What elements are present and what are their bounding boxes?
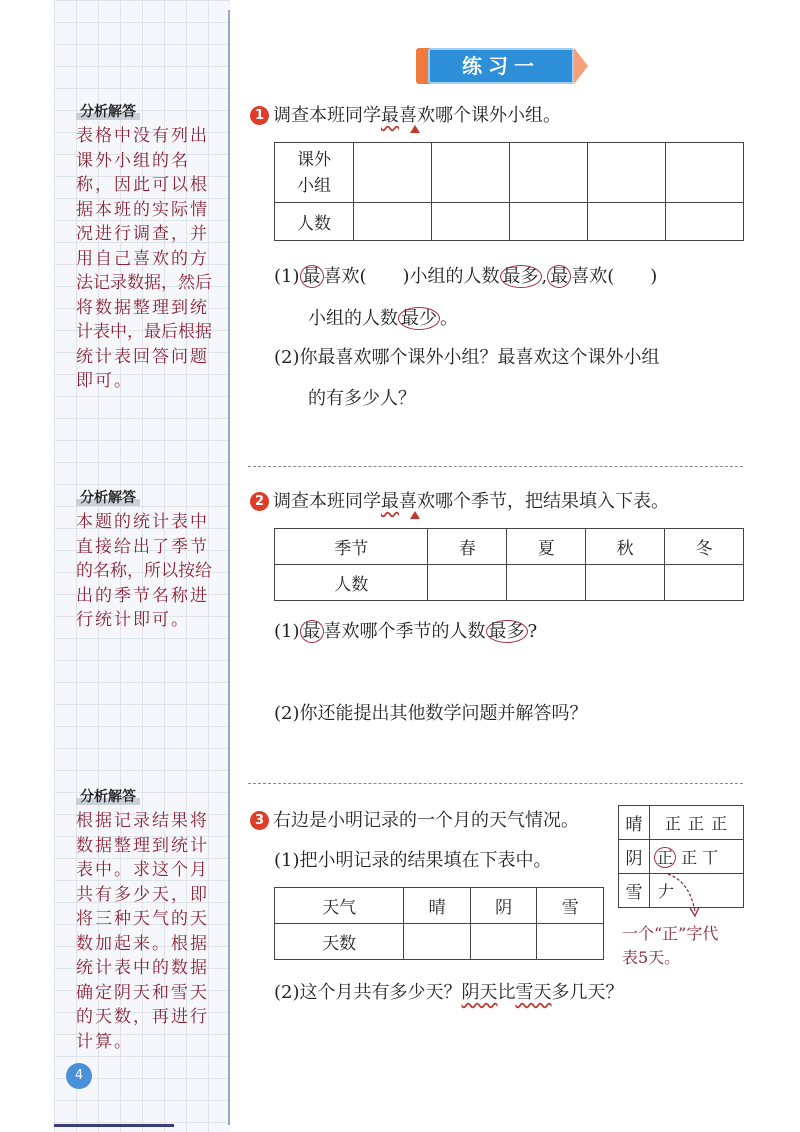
table-header: 雪 [537, 888, 604, 924]
analysis-title: 分析解答 [76, 104, 140, 120]
table-cell[interactable] [666, 203, 744, 241]
banner-tip [574, 48, 588, 84]
table-cell[interactable] [404, 924, 471, 960]
q2-prompt: 2 调查本班同学最喜欢哪个季节，把结果填入下表。 [250, 487, 669, 513]
analysis-text: 表格中没有列出 课外小组的名 称，因此可以根 据本班的实际情 况进行调查，并 用自己喜欢的方 法记录数据，然后 将数据整理到统 计表中，最后根据 统计表回答问题 即可。 [76, 126, 212, 391]
q2-sub1: (1) 最 喜欢哪个季节的人数 最多 ? [274, 621, 538, 642]
emphasis-marker [410, 511, 420, 519]
note-arrow [660, 872, 710, 922]
table-header: 冬 [665, 529, 744, 565]
table-cell[interactable] [432, 143, 510, 203]
q3-sub2: (2)这个月共有多少天？阴天比雪天多几天？ [274, 982, 624, 1003]
q2-table [274, 528, 744, 601]
record-label: 阴 [619, 840, 650, 874]
analysis-block-1 [76, 101, 212, 394]
table-cell[interactable] [586, 565, 665, 601]
table-header: 天气 [275, 888, 404, 924]
table-header: 阴 [470, 888, 537, 924]
table-header: 晴 [404, 888, 471, 924]
q1-table [274, 142, 744, 241]
q1-row2-label: 人数 [275, 203, 354, 241]
q1-prompt: 1 调查本班同学最喜欢哪个课外小组。 [250, 101, 561, 127]
table-cell[interactable] [588, 203, 666, 241]
analysis-title: 分析解答 [76, 789, 140, 805]
bottom-rule [54, 1124, 174, 1127]
record-label: 雪 [619, 874, 650, 908]
table-cell[interactable] [665, 565, 744, 601]
q1-sub2-line2: 的有多少人？ [308, 388, 416, 409]
q3-prompt: 3 右边是小明记录的一个月的天气情况。 [250, 806, 579, 832]
column-divider [228, 10, 230, 1125]
analysis-block-3 [76, 786, 209, 1054]
record-note: 一个“正”字代 表5天。 [622, 924, 719, 967]
table-cell[interactable] [470, 924, 537, 960]
record-label: 晴 [619, 806, 650, 840]
record-marks: 正 正 丅 [650, 840, 744, 874]
table-cell[interactable] [354, 203, 432, 241]
q3-number-badge: 3 [250, 811, 269, 830]
section-divider [248, 466, 743, 467]
q2-number-badge: 2 [250, 492, 269, 511]
q3-row2-label: 天数 [275, 924, 404, 960]
q2-sub2: (2)你还能提出其他数学问题并解答吗？ [274, 703, 588, 724]
table-header: 秋 [586, 529, 665, 565]
table-cell[interactable] [666, 143, 744, 203]
q1-sub2-line1: (2)你最喜欢哪个课外小组？最喜欢这个课外小组 [274, 347, 660, 368]
analysis-text: 本题的统计表中 直接给出了季节 的名称，所以按给 出的季节名称进 行统计即可。 [76, 512, 212, 630]
q1-number-badge: 1 [250, 106, 269, 125]
analysis-block-2 [76, 487, 212, 633]
table-cell[interactable] [507, 565, 586, 601]
record-marks: 𠂇 [650, 874, 744, 908]
q2-row2-label: 人数 [275, 565, 428, 601]
table-cell[interactable] [354, 143, 432, 203]
q1-row1-label: 课外 小组 [275, 143, 354, 203]
q3-table [274, 887, 604, 960]
analysis-title: 分析解答 [76, 490, 140, 506]
table-cell[interactable] [537, 924, 604, 960]
page-number: 4 [66, 1063, 92, 1089]
q1-sub1-line1: (1) 最 喜欢( )小组的人数 最多 , 最 喜欢( ) [274, 266, 658, 287]
table-cell[interactable] [588, 143, 666, 203]
table-cell[interactable] [428, 565, 507, 601]
page-title: 练习一 [428, 48, 574, 84]
table-header: 春 [428, 529, 507, 565]
analysis-text: 根据记录结果将 数据整理到统计 表中。求这个月 共有多少天，即 将三种天气的天 数加起来。根据 统计表中的数据 确定阴天和雪天 的天数，再进行 计算。 [76, 811, 209, 1052]
record-marks: 正 正 正 [650, 806, 744, 840]
q3-sub1: (1)把小明记录的结果填在下表中。 [274, 850, 552, 871]
q1-sub1-line2: 小组的人数 最少 。 [308, 308, 458, 329]
table-header: 季节 [275, 529, 428, 565]
table-header: 夏 [507, 529, 586, 565]
section-divider [248, 783, 743, 784]
table-cell[interactable] [510, 203, 588, 241]
table-cell[interactable] [432, 203, 510, 241]
emphasis-marker [410, 125, 420, 133]
table-cell[interactable] [510, 143, 588, 203]
